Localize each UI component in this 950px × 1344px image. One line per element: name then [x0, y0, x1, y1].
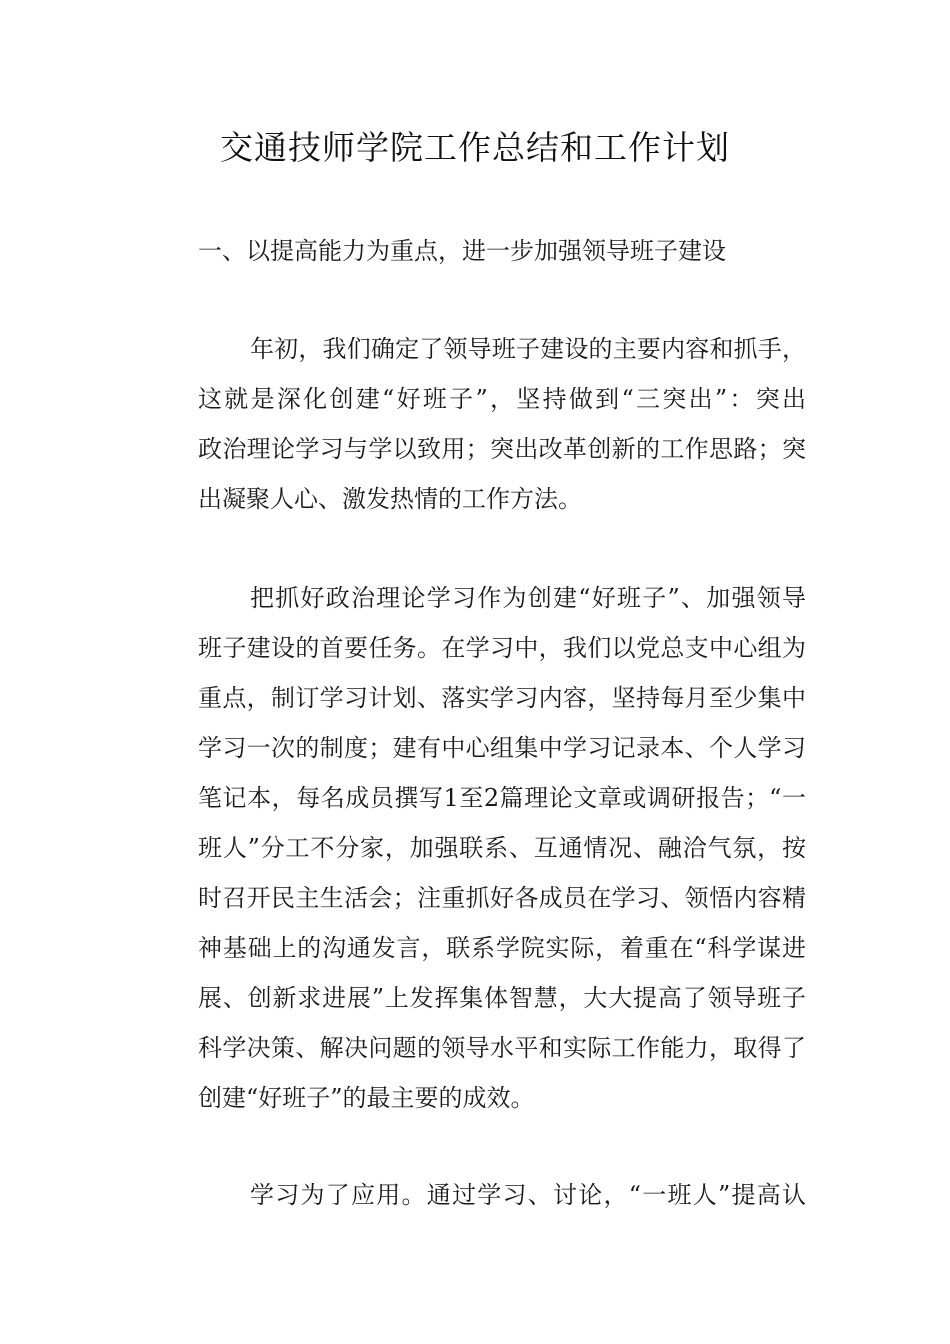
paragraph-line: 年初，我们确定了领导班子建设的主要内容和抓手，: [250, 335, 806, 363]
paragraph-line: 神基础上的沟通发言，联系学院实际，着重在“科学谋进: [198, 934, 806, 962]
paragraph-2: [146, 573, 806, 1123]
paragraph-line: 班人”分工不分家，加强联系、互通情况、融洽气氛，按: [198, 834, 806, 862]
paragraph-1: [146, 324, 806, 524]
paragraph-line: 展、创新求进展”上发挥集体智慧，大大提高了领导班子: [198, 984, 806, 1012]
document-title: 交通技师学院工作总结和工作计划: [220, 128, 730, 167]
paragraph-line: 政治理论学习与学以致用；突出改革创新的工作思路；突: [198, 435, 806, 463]
paragraph-line: 重点，制订学习计划、落实学习内容，坚持每月至少集中: [198, 684, 806, 712]
section-heading: 一、以提高能力为重点，进一步加强领导班子建设: [198, 237, 726, 265]
paragraph-line: 出凝聚人心、激发热情的工作方法。: [198, 485, 582, 513]
paragraph-line: 科学决策、解决问题的领导水平和实际工作能力，取得了: [198, 1034, 806, 1062]
paragraph-line: 笔记本，每名成员撰写1至2篇理论文章或调研报告；“一: [198, 784, 806, 812]
paragraph-line: 时召开民主生活会；注重抓好各成员在学习、领悟内容精: [198, 884, 806, 912]
paragraph-line: 学习一次的制度；建有中心组集中学习记录本、个人学习: [198, 734, 806, 762]
paragraph-line: 这就是深化创建“好班子”，坚持做到“三突出”：突出: [198, 385, 806, 413]
paragraph-line: 班子建设的首要任务。在学习中，我们以党总支中心组为: [198, 634, 806, 662]
paragraph-3: [146, 1170, 806, 1220]
paragraph-line: 学习为了应用。通过学习、讨论，“一班人”提高认: [250, 1181, 806, 1209]
paragraph-line: 把抓好政治理论学习作为创建“好班子”、加强领导: [250, 584, 806, 612]
paragraph-line: 创建“好班子”的最主要的成效。: [198, 1084, 535, 1112]
